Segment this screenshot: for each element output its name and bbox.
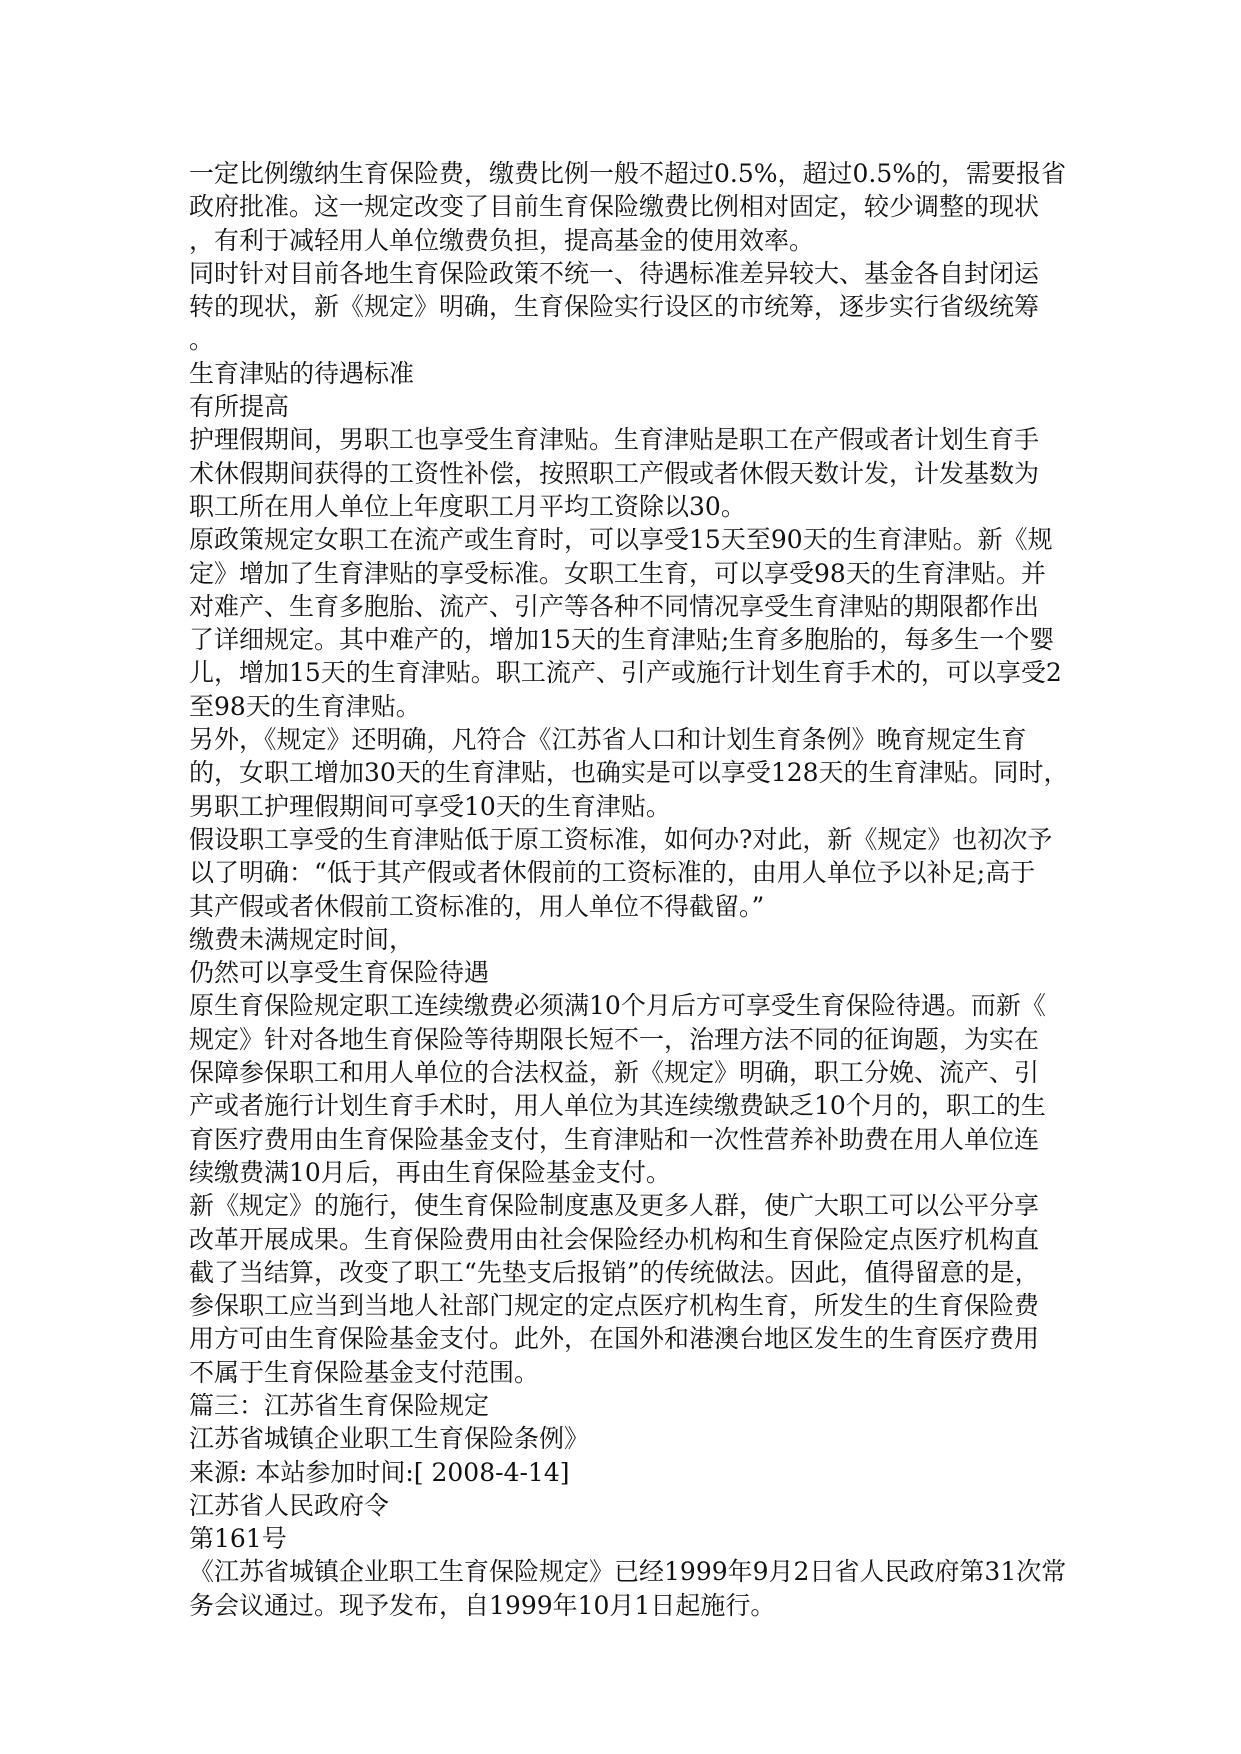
text-line: 续缴费满10月后，再由生育保险基金支付。 <box>189 1157 671 1187</box>
text-line: 男职工护理假期间可享受10天的生育津贴。 <box>189 791 671 821</box>
text-line: 育医疗费用由生育保险基金支付，生育津贴和一次性营养补助费在用人单位连 <box>189 1124 1040 1154</box>
text-line: 其产假或者休假前工资标准的，用人单位不得截留。” <box>189 891 765 921</box>
text-line: 定》增加了生育津贴的享受标准。女职工生育，可以享受98天的生育津贴。并 <box>189 558 1046 588</box>
text-line: 以了明确：“低于其产假或者休假前的工资标准的，由用人单位予以补足;高于 <box>189 858 1036 888</box>
section-heading: 有所提高 <box>189 392 290 422</box>
text-line: 《江苏省城镇企业职工生育保险规定》已经1999年9月2日省人民政府第31次常 <box>189 1557 1067 1587</box>
text-line: 新《规定》的施行，使生育保险制度惠及更多人群，使广大职工可以公平分享 <box>189 1191 1040 1221</box>
text-line: 的，女职工增加30天的生育津贴，也确实是可以享受128天的生育津贴。同时， <box>189 758 1069 788</box>
section-heading: 篇三：江苏省生育保险规定 <box>189 1390 490 1420</box>
text-line: 规定》针对各地生育保险等待期限长短不一，治理方法不同的征询题，为实在 <box>189 1024 1040 1054</box>
text-line: 原政策规定女职工在流产或生育时，可以享受15天至90天的生育津贴。新《规 <box>189 525 1053 555</box>
text-line: 原生育保险规定职工连续缴费必须满10个月后方可享受生育保险待遇。而新《 <box>189 991 1046 1021</box>
text-line: 务会议通过。现予发布，自1999年10月1日起施行。 <box>189 1590 776 1620</box>
issuer-line: 江苏省人民政府令 <box>189 1490 390 1520</box>
text-line: 至98天的生育津贴。 <box>189 691 421 721</box>
text-line: 保障参保职工和用人单位的合法权益，新《规定》明确，职工分娩、流产、引 <box>189 1058 1040 1088</box>
section-heading: 缴费未满规定时间， <box>189 924 415 954</box>
text-line: 转的现状，新《规定》明确，生育保险实行设区的市统筹，逐步实行省级统筹 <box>189 292 1040 322</box>
text-line: 不属于生育保险基金支付范围。 <box>189 1357 540 1387</box>
text-line: 。 <box>189 325 215 355</box>
text-line: 政府批准。这一规定改变了目前生育保险缴费比例相对固定，较少调整的现状 <box>189 192 1040 222</box>
text-line: 产或者施行计划生育手术时，用人单位为其连续缴费缺乏10个月的，职工的生 <box>189 1091 1046 1121</box>
source-date-line: 来源: 本站参加时间:[ 2008-4-14] <box>189 1457 570 1487</box>
text-line: 参保职工应当到当地人社部门规定的定点医疗机构生育，所发生的生育保险费 <box>189 1291 1040 1321</box>
text-line: 职工所在用人单位上年度职工月平均工资除以30。 <box>189 491 746 521</box>
text-line: 假设职工享受的生育津贴低于原工资标准，如何办?对此，新《规定》也初次予 <box>189 824 1053 854</box>
section-heading: 仍然可以享受生育保险待遇 <box>189 958 490 988</box>
text-line: 同时针对目前各地生育保险政策不统一、待遇标准差异较大、基金各自封闭运 <box>189 258 1040 288</box>
text-line: 术休假期间获得的工资性补偿，按照职工产假或者休假天数计发，计发基数为 <box>189 458 1040 488</box>
text-line: 护理假期间，男职工也享受生育津贴。生育津贴是职工在产假或者计划生育手 <box>189 425 1040 455</box>
section-heading: 生育津贴的待遇标准 <box>189 358 415 388</box>
text-line: 用方可由生育保险基金支付。此外，在国外和港澳台地区发生的生育医疗费用 <box>189 1324 1040 1354</box>
document-body <box>189 157 1069 1622</box>
text-line: 了详细规定。其中难产的，增加15天的生育津贴;生育多胞胎的，每多生一个婴 <box>189 625 1055 655</box>
text-line: 儿，增加15天的生育津贴。职工流产、引产或施行计划生育手术的，可以享受2 <box>189 658 1062 688</box>
text-line: 对难产、生育多胞胎、流产、引产等各种不同情况享受生育津贴的期限都作出 <box>189 591 1040 621</box>
order-number: 第161号 <box>189 1524 287 1554</box>
text-line: ，有利于减轻用人单位缴费负担，提高基金的使用效率。 <box>189 225 815 255</box>
document-title: 江苏省城镇企业职工生育保险条例》 <box>189 1424 590 1454</box>
text-line: 一定比例缴纳生育保险费，缴费比例一般不超过0.5%，超过0.5%的，需要报省 <box>189 159 1067 188</box>
text-line: 另外，《规定》还明确，凡符合《江苏省人口和计划生育条例》晚育规定生育 <box>189 725 1027 755</box>
text-line: 改革开展成果。生育保险费用由社会保险经办机构和生育保险定点医疗机构直 <box>189 1224 1040 1254</box>
text-line: 截了当结算，改变了职工“先垫支后报销”的传统做法。因此，值得留意的是， <box>189 1257 1040 1287</box>
